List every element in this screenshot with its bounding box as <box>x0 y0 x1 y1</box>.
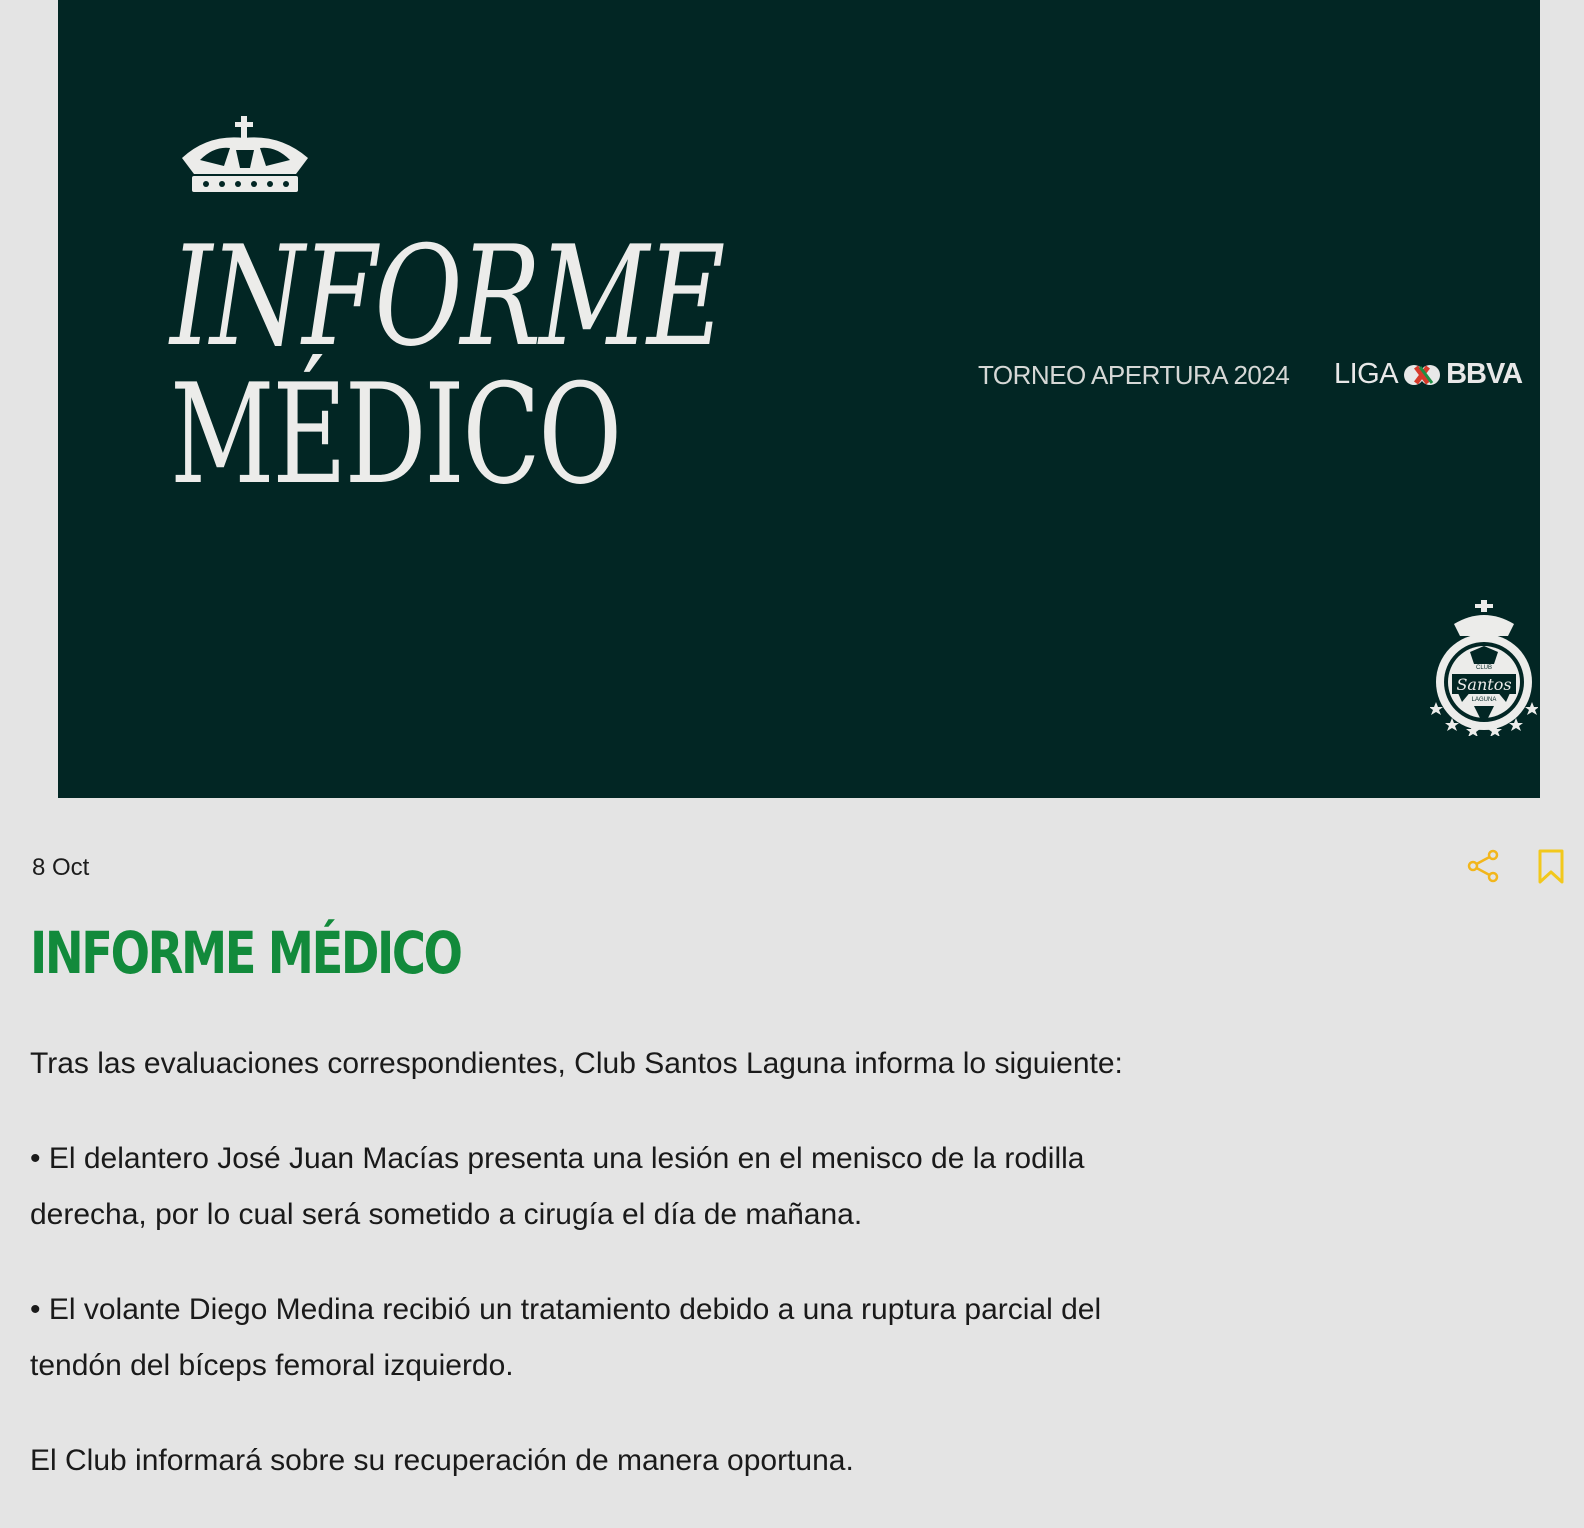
article-paragraph: • El delantero José Juan Macías presenta una lesión en el menisco de la rodilla derecha, por lo cual será sometido a cirugía el día de mañana. <box>30 1142 1085 1231</box>
crest-name-text: Santos <box>1456 675 1512 694</box>
crest-club-text: CLUB <box>1475 665 1493 671</box>
league-sponsor-text: BBVA <box>1446 358 1523 390</box>
share-button[interactable] <box>1466 848 1502 884</box>
hero-title <box>170 216 879 515</box>
article-meta-row <box>30 848 1560 888</box>
league-liga-text: LIGA <box>1334 358 1399 390</box>
crest-region-text: LAGUNA <box>1471 697 1497 703</box>
liga-mx-icon <box>1402 362 1442 388</box>
league-logo <box>1334 358 1522 391</box>
hero-title-line2: MÉDICO <box>170 354 620 515</box>
article-date: 8 Oct <box>32 854 90 881</box>
hero-title-line1: INFORME <box>170 216 724 377</box>
hero-banner <box>58 0 1540 798</box>
article-paragraph: El Club informará sobre su recuperación de manera oportuna. <box>30 1444 854 1477</box>
crown-icon <box>178 114 312 196</box>
club-crest-logo <box>1430 600 1538 736</box>
article-body <box>30 1036 1190 1528</box>
bookmark-button[interactable] <box>1534 848 1568 886</box>
article-paragraph: Tras las evaluaciones correspondientes, Club Santos Laguna informa lo siguiente: <box>30 1047 1123 1080</box>
article-title: INFORME MÉDICO <box>30 919 461 987</box>
tournament-label: TORNEO APERTURA 2024 <box>978 360 1290 390</box>
article-paragraph: • El volante Diego Medina recibió un tratamiento debido a una ruptura parcial del tendón del bíceps femoral izquierdo. <box>30 1293 1102 1382</box>
share-icon <box>1466 848 1502 884</box>
bookmark-icon <box>1534 848 1568 886</box>
